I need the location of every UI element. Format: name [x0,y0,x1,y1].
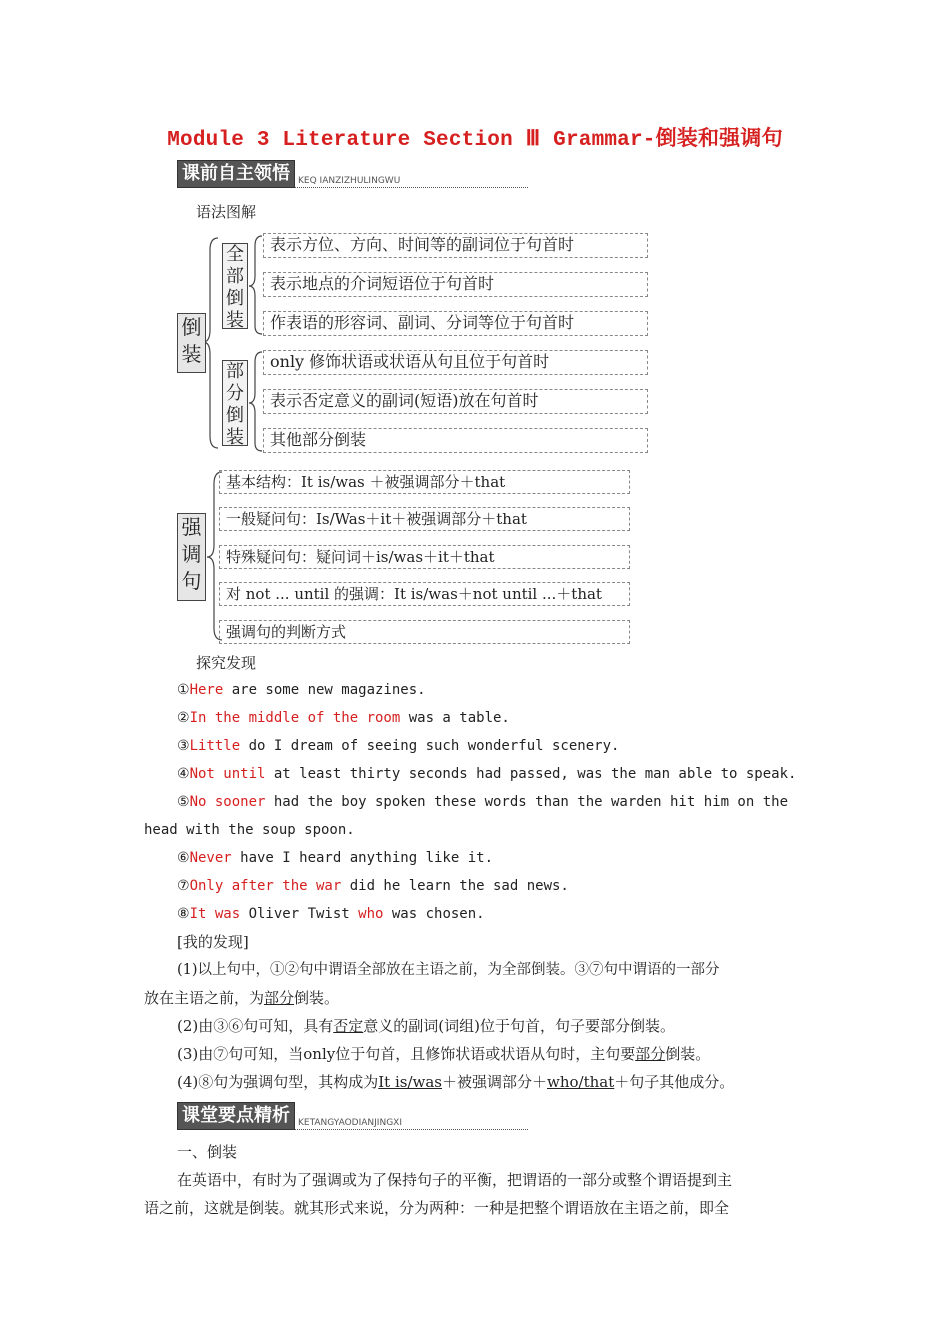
partial-inversion-item: 其他部分倒装 [263,428,648,453]
example-sentence: ⑤No sooner had the boy spoken these words than the warden hit him on the [177,794,789,810]
emphatic-box: 强调句 [177,513,206,601]
full-inversion-item: 表示方位、方向、时间等的副词位于句首时 [263,233,648,258]
banner-pinyin: KEQ IANZIZHULINGWU [295,176,528,188]
partial-inversion-item: only 修饰状语或状语从句且位于句首时 [263,350,648,375]
grammar-diagram-heading: 语法图解 [196,203,257,221]
finding-4: (4)⑧句为强调句型，其构成为It is/was＋被强调部分＋who/that＋句子其他成分。 [177,1073,735,1091]
inversion-box: 倒装 [177,313,206,373]
example-sentence-continued: head with the soup spoon. [144,822,355,838]
page-title: Module 3 Literature Section Ⅲ Grammar-倒装和强调句 [167,129,783,152]
emphatic-item: 强调句的判断方式 [219,620,630,644]
emphatic-item: 对 not ... until 的强调：It is/was＋not until ...＋that [219,582,630,606]
example-sentence: ⑧It was Oliver Twist who was chosen. [177,906,485,922]
finding-1-continued: 放在主语之前，为部分倒装。 [144,989,340,1007]
section-banner-keypoints [177,1102,528,1130]
example-sentence: ④Not until at least thirty seconds had passed, was the man able to speak. [177,766,797,782]
partial-inversion-box: 部分倒装 [222,360,248,446]
full-inversion-item: 表示地点的介词短语位于句首时 [263,272,648,297]
full-inversion-box: 全部倒装 [222,243,248,329]
body-paragraph-line: 在英语中，有时为了强调或为了保持句子的平衡，把谓语的一部分或整个谓语提到主 [177,1171,733,1189]
finding-3: (3)由⑦句可知，当only位于句首，且修饰状语或状语从句时，主句要部分倒装。 [177,1045,711,1063]
explore-heading: 探究发现 [196,654,257,672]
banner-label: 课前自主领悟 [177,160,295,188]
emphatic-item: 基本结构：It is/was ＋被强调部分＋that [219,470,630,494]
partial-inversion-item: 表示否定意义的副词(短语)放在句首时 [263,389,648,414]
banner-pinyin: KETANGYAODIANJINGXI [295,1118,528,1130]
example-sentence: ②In the middle of the room was a table. [177,710,510,726]
example-sentence: ①Here are some new magazines. [177,682,426,698]
banner-label: 课堂要点精析 [177,1102,295,1130]
emphatic-item: 一般疑问句：Is/Was＋it＋被强调部分＋that [219,507,630,531]
finding-2: (2)由③⑥句可知，具有否定意义的副词(词组)位于句首，句子要部分倒装。 [177,1017,675,1035]
example-sentence: ⑦Only after the war did he learn the sad news. [177,878,569,894]
emphatic-item: 特殊疑问句：疑问词＋is/was＋it＋that [219,545,630,569]
section-heading-inversion: 一、倒装 [177,1143,238,1161]
example-sentence: ⑥Never have I heard anything like it. [177,850,494,866]
finding-1: (1)以上句中，①②句中谓语全部放在主语之前，为全部倒装。③⑦句中谓语的一部分 [177,962,720,978]
example-sentence: ③Little do I dream of seeing such wonderful scenery. [177,738,620,754]
findings-heading: [我的发现] [177,933,249,951]
body-paragraph-line: 语之前，这就是倒装。就其形式来说，分为两种：一种是把整个谓语放在主语之前，即全 [144,1199,730,1217]
full-inversion-item: 作表语的形容词、副词、分词等位于句首时 [263,311,648,336]
